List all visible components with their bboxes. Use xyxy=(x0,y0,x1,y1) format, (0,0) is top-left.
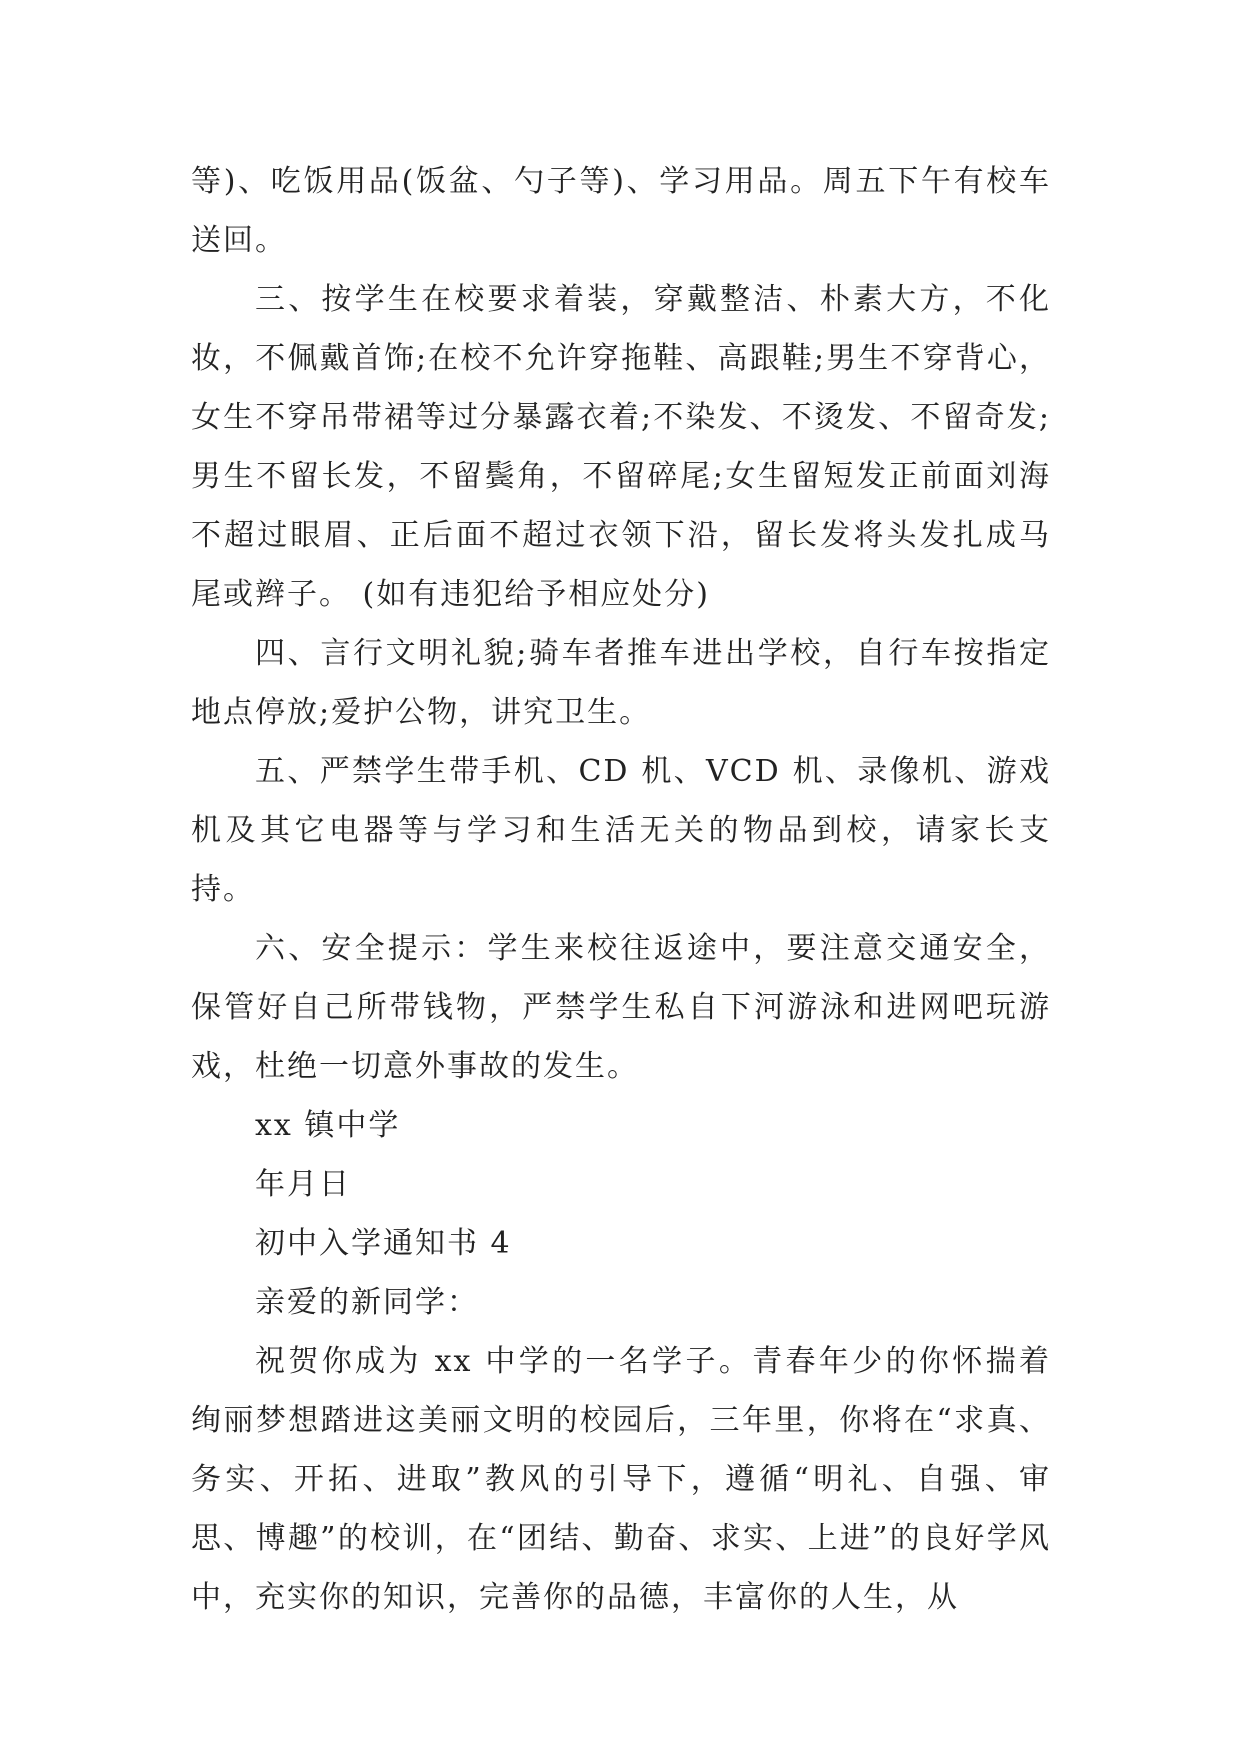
paragraph-conduct: 四、言行文明礼貌;骑车者推车进出学校，自行车按指定地点停放;爱护公物，讲究卫生。 xyxy=(191,636,1051,730)
salutation: 亲爱的新同学： xyxy=(255,1285,479,1320)
paragraph-prohibited-items: 五、严禁学生带手机、CD 机、VCD 机、录像机、游戏机及其它电器等与学习和生活无关的物品到校，请家长支持。 xyxy=(191,754,1051,907)
section-title: 初中入学通知书 4 xyxy=(255,1226,512,1261)
paragraph-dress-code: 三、按学生在校要求着装，穿戴整洁、朴素大方，不化妆，不佩戴首饰;在校不允许穿拖鞋、高跟鞋;男生不穿背心，女生不穿吊带裙等过分暴露衣着;不染发、不烫发、不留奇发;男生不留长发，不留鬓角，不留碎尾;女生留短发正前面刘海不超过眼眉、正后面不超过衣领下沿，留长发将头发扎成马尾或辫子。 (如有违犯给予相应处分) xyxy=(191,282,1051,612)
paragraph-dormitory-items: 等)、吃饭用品(饭盆、勺子等)、学习用品。周五下午有校车送回。 xyxy=(191,164,1051,258)
signature-date: 年月日 xyxy=(255,1167,351,1202)
paragraph-safety: 六、安全提示：学生来校往返途中，要注意交通安全，保管好自己所带钱物，严禁学生私自下河游泳和进网吧玩游戏，杜绝一切意外事故的发生。 xyxy=(191,931,1051,1084)
signature-school: xx 镇中学 xyxy=(255,1108,401,1143)
document-page xyxy=(191,152,1051,1627)
paragraph-welcome: 祝贺你成为 xx 中学的一名学子。青春年少的你怀揣着绚丽梦想踏进这美丽文明的校园后，三年里，你将在“求真、务实、开拓、进取”教风的引导下，遵循“明礼、自强、审思、博趣”的校训，在“团结、勤奋、求实、上进”的良好学风中，充实你的知识，完善你的品德，丰富你的人生，从 xyxy=(191,1344,1051,1615)
